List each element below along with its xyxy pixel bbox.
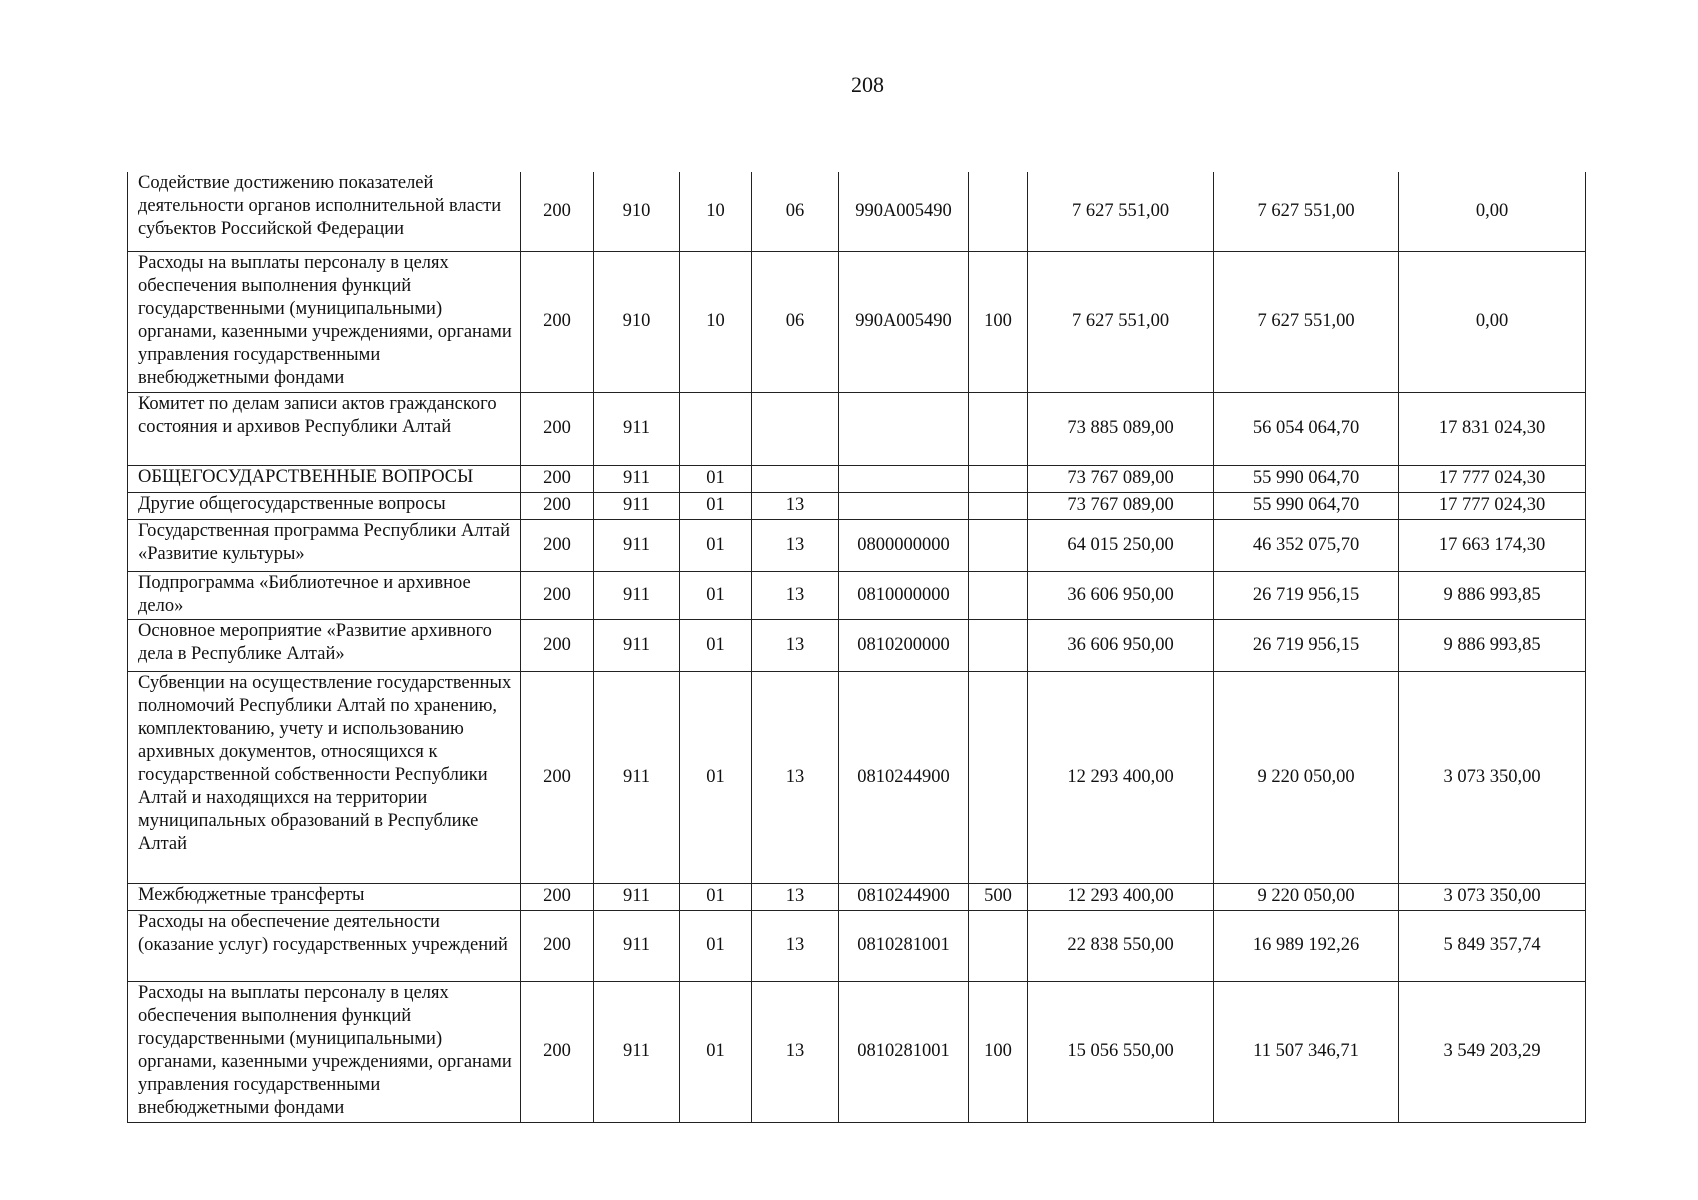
subsection-code: 13 bbox=[752, 910, 839, 981]
row-name: Другие общегосударственные вопросы bbox=[128, 492, 521, 519]
admin-code: 200 bbox=[521, 392, 594, 465]
executed-amount: 26 719 956,15 bbox=[1214, 619, 1399, 671]
target-code: 0810200000 bbox=[839, 619, 969, 671]
approved-amount: 12 293 400,00 bbox=[1028, 883, 1214, 910]
executed-amount: 55 990 064,70 bbox=[1214, 465, 1399, 492]
expense-type-code bbox=[969, 492, 1028, 519]
target-code: 0810000000 bbox=[839, 571, 969, 619]
ministry-code: 911 bbox=[594, 981, 680, 1122]
approved-amount: 36 606 950,00 bbox=[1028, 619, 1214, 671]
executed-amount: 9 220 050,00 bbox=[1214, 883, 1399, 910]
table-row bbox=[128, 392, 1586, 465]
target-code bbox=[839, 492, 969, 519]
section-code: 01 bbox=[680, 981, 752, 1122]
executed-amount: 16 989 192,26 bbox=[1214, 910, 1399, 981]
table-row bbox=[128, 981, 1586, 1122]
subsection-code: 06 bbox=[752, 251, 839, 392]
table-row bbox=[128, 492, 1586, 519]
section-code: 01 bbox=[680, 492, 752, 519]
budget-table-body bbox=[128, 172, 1586, 1122]
approved-amount: 7 627 551,00 bbox=[1028, 251, 1214, 392]
admin-code: 200 bbox=[521, 671, 594, 883]
table-row bbox=[128, 883, 1586, 910]
row-name: Основное мероприятие «Развитие архивного дела в Республике Алтай» bbox=[128, 619, 521, 671]
subsection-code: 13 bbox=[752, 883, 839, 910]
executed-amount: 7 627 551,00 bbox=[1214, 172, 1399, 251]
section-code: 01 bbox=[680, 910, 752, 981]
executed-amount: 7 627 551,00 bbox=[1214, 251, 1399, 392]
expense-type-code: 100 bbox=[969, 251, 1028, 392]
remainder-amount: 17 831 024,30 bbox=[1399, 392, 1586, 465]
remainder-amount: 3 073 350,00 bbox=[1399, 671, 1586, 883]
subsection-code: 13 bbox=[752, 571, 839, 619]
remainder-amount: 0,00 bbox=[1399, 172, 1586, 251]
ministry-code: 911 bbox=[594, 910, 680, 981]
section-code: 01 bbox=[680, 465, 752, 492]
budget-table bbox=[127, 172, 1586, 1123]
target-code bbox=[839, 465, 969, 492]
remainder-amount: 9 886 993,85 bbox=[1399, 571, 1586, 619]
approved-amount: 73 885 089,00 bbox=[1028, 392, 1214, 465]
table-row bbox=[128, 465, 1586, 492]
expense-type-code bbox=[969, 172, 1028, 251]
subsection-code: 13 bbox=[752, 671, 839, 883]
ministry-code: 910 bbox=[594, 251, 680, 392]
row-name: Расходы на выплаты персоналу в целях обеспечения выполнения функций государственными (муниципальными) органами, казенными учреждениями, органами управления государственными внебюджетными фондами bbox=[128, 251, 521, 392]
target-code bbox=[839, 392, 969, 465]
admin-code: 200 bbox=[521, 883, 594, 910]
executed-amount: 55 990 064,70 bbox=[1214, 492, 1399, 519]
target-code: 0810281001 bbox=[839, 910, 969, 981]
table-row bbox=[128, 619, 1586, 671]
executed-amount: 46 352 075,70 bbox=[1214, 519, 1399, 571]
remainder-amount: 17 663 174,30 bbox=[1399, 519, 1586, 571]
ministry-code: 911 bbox=[594, 392, 680, 465]
subsection-code: 13 bbox=[752, 619, 839, 671]
admin-code: 200 bbox=[521, 172, 594, 251]
row-name: Расходы на обеспечение деятельности (оказание услуг) государственных учреждений bbox=[128, 910, 521, 981]
remainder-amount: 9 886 993,85 bbox=[1399, 619, 1586, 671]
executed-amount: 11 507 346,71 bbox=[1214, 981, 1399, 1122]
admin-code: 200 bbox=[521, 571, 594, 619]
row-name: Содействие достижению показателей деятельности органов исполнительной власти субъектов Российской Федерации bbox=[128, 172, 521, 251]
ministry-code: 911 bbox=[594, 619, 680, 671]
section-code bbox=[680, 392, 752, 465]
admin-code: 200 bbox=[521, 251, 594, 392]
target-code: 990А005490 bbox=[839, 251, 969, 392]
section-code: 10 bbox=[680, 251, 752, 392]
target-code: 0810244900 bbox=[839, 671, 969, 883]
ministry-code: 911 bbox=[594, 671, 680, 883]
row-name: Субвенции на осуществление государственных полномочий Республики Алтай по хранению, комплектованию, учету и использованию архивных документов, относящихся к государственной собственности Республики Алтай и находящихся на территории муниципальных образований в Республике Алтай bbox=[128, 671, 521, 883]
approved-amount: 64 015 250,00 bbox=[1028, 519, 1214, 571]
expense-type-code bbox=[969, 392, 1028, 465]
approved-amount: 7 627 551,00 bbox=[1028, 172, 1214, 251]
subsection-code bbox=[752, 465, 839, 492]
admin-code: 200 bbox=[521, 619, 594, 671]
expense-type-code bbox=[969, 519, 1028, 571]
expense-type-code bbox=[969, 910, 1028, 981]
target-code: 0800000000 bbox=[839, 519, 969, 571]
subsection-code: 13 bbox=[752, 519, 839, 571]
row-name: Межбюджетные трансферты bbox=[128, 883, 521, 910]
section-code: 01 bbox=[680, 519, 752, 571]
expense-type-code bbox=[969, 571, 1028, 619]
expense-type-code: 100 bbox=[969, 981, 1028, 1122]
ministry-code: 911 bbox=[594, 571, 680, 619]
remainder-amount: 17 777 024,30 bbox=[1399, 465, 1586, 492]
page-number: 208 bbox=[851, 72, 884, 97]
expense-type-code bbox=[969, 465, 1028, 492]
ministry-code: 911 bbox=[594, 465, 680, 492]
table-row bbox=[128, 910, 1586, 981]
ministry-code: 910 bbox=[594, 172, 680, 251]
ministry-code: 911 bbox=[594, 519, 680, 571]
admin-code: 200 bbox=[521, 492, 594, 519]
expense-type-code bbox=[969, 671, 1028, 883]
approved-amount: 73 767 089,00 bbox=[1028, 465, 1214, 492]
expense-type-code: 500 bbox=[969, 883, 1028, 910]
remainder-amount: 5 849 357,74 bbox=[1399, 910, 1586, 981]
row-name: Расходы на выплаты персоналу в целях обеспечения выполнения функций государственными (муниципальными) органами, казенными учреждениями, органами управления государственными внебюджетными фондами bbox=[128, 981, 521, 1122]
remainder-amount: 3 073 350,00 bbox=[1399, 883, 1586, 910]
executed-amount: 9 220 050,00 bbox=[1214, 671, 1399, 883]
table-row bbox=[128, 671, 1586, 883]
section-code: 01 bbox=[680, 571, 752, 619]
expense-type-code bbox=[969, 619, 1028, 671]
target-code: 0810244900 bbox=[839, 883, 969, 910]
section-code: 01 bbox=[680, 619, 752, 671]
subsection-code: 13 bbox=[752, 492, 839, 519]
subsection-code: 06 bbox=[752, 172, 839, 251]
admin-code: 200 bbox=[521, 981, 594, 1122]
admin-code: 200 bbox=[521, 519, 594, 571]
table-row bbox=[128, 571, 1586, 619]
executed-amount: 56 054 064,70 bbox=[1214, 392, 1399, 465]
table-row bbox=[128, 519, 1586, 571]
section-code: 01 bbox=[680, 883, 752, 910]
target-code: 990А005490 bbox=[839, 172, 969, 251]
executed-amount: 26 719 956,15 bbox=[1214, 571, 1399, 619]
subsection-code bbox=[752, 392, 839, 465]
approved-amount: 22 838 550,00 bbox=[1028, 910, 1214, 981]
approved-amount: 15 056 550,00 bbox=[1028, 981, 1214, 1122]
approved-amount: 73 767 089,00 bbox=[1028, 492, 1214, 519]
subsection-code: 13 bbox=[752, 981, 839, 1122]
remainder-amount: 3 549 203,29 bbox=[1399, 981, 1586, 1122]
approved-amount: 36 606 950,00 bbox=[1028, 571, 1214, 619]
remainder-amount: 0,00 bbox=[1399, 251, 1586, 392]
row-name: Подпрограмма «Библиотечное и архивное дело» bbox=[128, 571, 521, 619]
row-name: ОБЩЕГОСУДАРСТВЕННЫЕ ВОПРОСЫ bbox=[128, 465, 521, 492]
admin-code: 200 bbox=[521, 465, 594, 492]
row-name: Государственная программа Республики Алтай «Развитие культуры» bbox=[128, 519, 521, 571]
row-name: Комитет по делам записи актов гражданского состояния и архивов Республики Алтай bbox=[128, 392, 521, 465]
admin-code: 200 bbox=[521, 910, 594, 981]
section-code: 01 bbox=[680, 671, 752, 883]
table-row bbox=[128, 172, 1586, 251]
table-row bbox=[128, 251, 1586, 392]
approved-amount: 12 293 400,00 bbox=[1028, 671, 1214, 883]
section-code: 10 bbox=[680, 172, 752, 251]
remainder-amount: 17 777 024,30 bbox=[1399, 492, 1586, 519]
ministry-code: 911 bbox=[594, 492, 680, 519]
ministry-code: 911 bbox=[594, 883, 680, 910]
target-code: 0810281001 bbox=[839, 981, 969, 1122]
